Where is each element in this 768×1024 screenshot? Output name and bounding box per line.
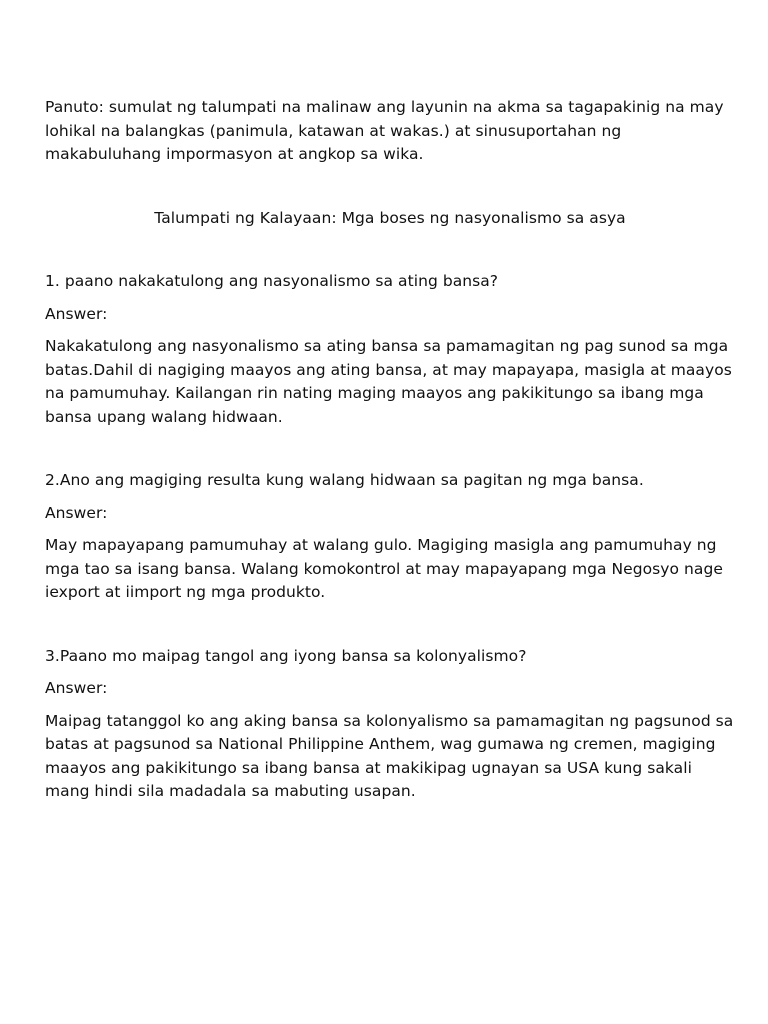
document-page bbox=[45, 96, 735, 844]
document-title: Talumpati ng Kalayaan: Mga boses ng nasyonalismo sa asya bbox=[154, 208, 626, 227]
answer-label-2: Answer: bbox=[45, 503, 108, 522]
answer-3: Maipag tatanggol ko ang aking bansa sa kolonyalismo sa pamamagitan ng pagsunod sa batas at pagsunod sa National Philippine Anthem, wag gumawa ng cremen, magiging maayos ang pakikitungo sa ibang bansa at makikipag ugnayan sa USA kung sakali mang hindi sila madadala sa mabuting usapan. bbox=[45, 711, 734, 800]
instruction-paragraph: Panuto: sumulat ng talumpati na malinaw ang layunin na akma sa tagapakinig na may lohikal na balangkas (panimula, katawan at wakas.) at sinusuportahan ng makabuluhang impormasyon at angkop sa wika. bbox=[45, 98, 724, 163]
answer-2: May mapayapang pamumuhay at walang gulo. Magiging masigla ang pamumuhay ng mga tao sa isang bansa. Walang komokontrol at may mapayapang mga Negosyo nage iexport at iimport ng mga produkto. bbox=[45, 536, 723, 601]
answer-label-3: Answer: bbox=[45, 679, 108, 697]
answer-label-1: Answer: bbox=[45, 304, 108, 323]
answer-1: Nakakatulong ang nasyonalismo sa ating bansa sa pamamagitan ng pag sunod sa mga batas.Dahil di nagiging maayos ang ating bansa, at may mapayapa, masigla at maayos na pamumuhay. Kailangan rin nating maging maayos ang pakikitungo sa ibang mga bansa upang walang hidwaan. bbox=[45, 337, 732, 426]
question-1: 1. paano nakakatulong ang nasyonalismo sa ating bansa? bbox=[45, 272, 499, 290]
question-3: 3.Paano mo maipag tangol ang iyong bansa sa kolonyalismo? bbox=[45, 646, 527, 665]
question-2: 2.Ano ang magiging resulta kung walang hidwaan sa pagitan ng mga bansa. bbox=[45, 471, 644, 489]
